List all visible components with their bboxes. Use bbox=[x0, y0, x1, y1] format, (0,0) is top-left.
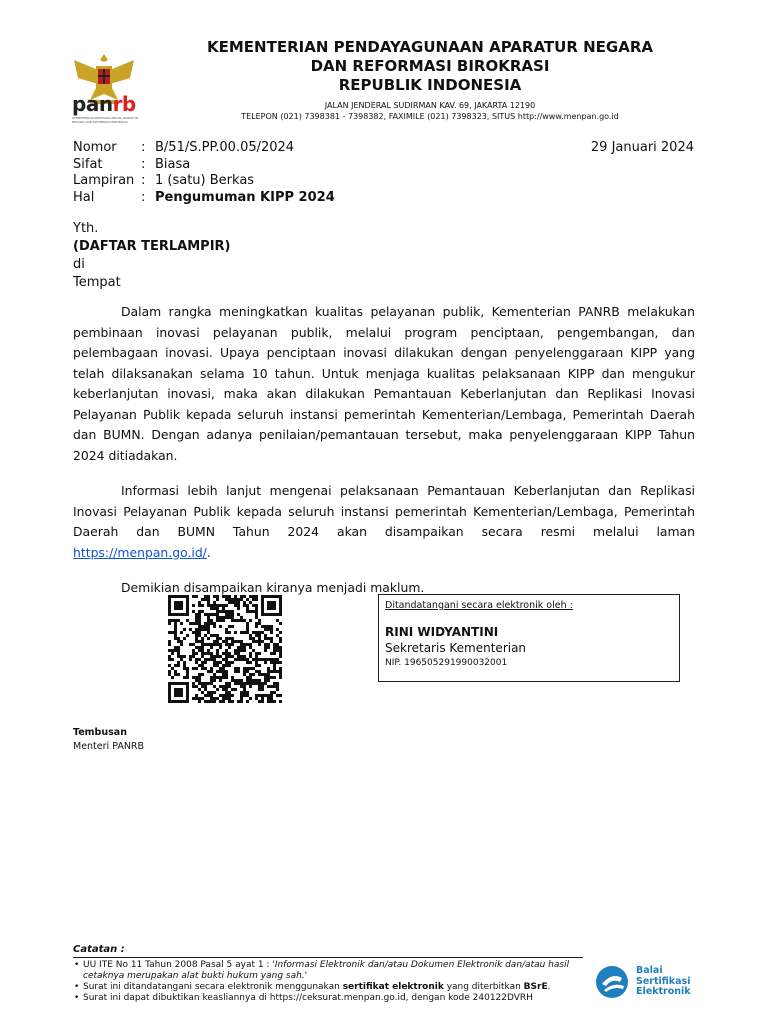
footer-note-1: • UU ITE No 11 Tahun 2008 Pasal 5 ayat 1 : 'Informasi Elektronik dan/atau Dokumen Elektronik dan/atau hasil cetaknya merupakan alat bukti hukum yang sah.' bbox=[73, 960, 593, 982]
paragraph-1: Dalam rangka meningkatkan kualitas pelayanan publik, Kementerian PANRB melakukan pembinaan inovasi pelayanan publik, melalui program penciptaan, pengembangan, dan pelembagaan inovasi. Upaya penciptaan inovasi dilakukan dengan penyelenggaraan KIPP yang telah dilaksanakan selama 10 tahun. Untuk menjaga kualitas pelaksanaan KIPP dan mengukur keberlanjutan inovasi, maka akan dilakukan Pemantauan Keberlanjutan dan Replikasi Inovasi Pelayanan Publik kepada seluruh instansi pemerintah Kementerian/Lembaga, Pemerintah Daerah dan BUMN. Dengan adanya penilaian/pemantauan tersebut, maka penyelenggaraan KIPP Tahun 2024 ditiadakan. bbox=[73, 304, 695, 463]
title-line-2: DAN REFORMASI BIROKRASI bbox=[310, 57, 550, 75]
signature-note: Ditandatangani secara elektronik oleh : bbox=[385, 600, 573, 611]
meta-row-nomor: Nomor : B/51/S.PP.00.05/2024 bbox=[73, 140, 335, 157]
hal-value: Pengumuman KIPP 2024 bbox=[155, 189, 335, 205]
signer-nip: NIP. 196505291990032001 bbox=[385, 658, 508, 668]
sifat-value: Biasa bbox=[155, 156, 191, 172]
meta-row-sifat: Sifat : Biasa bbox=[73, 157, 335, 174]
title-line-1: KEMENTERIAN PENDAYAGUNAAN APARATUR NEGARA bbox=[207, 38, 653, 56]
letterhead-title bbox=[150, 38, 710, 95]
signer-name: RINI WIDYANTINI bbox=[385, 625, 499, 639]
bsre-logo-text: Balai Sertifikasi Elektronik bbox=[636, 965, 691, 997]
lampiran-value: 1 (satu) Berkas bbox=[155, 173, 255, 188]
tembusan-item: Menteri PANRB bbox=[73, 741, 145, 752]
recipient-di: di bbox=[73, 257, 85, 272]
recipient-place: Tempat bbox=[73, 275, 121, 290]
signer-role: Sekretaris Kementerian bbox=[385, 641, 527, 655]
contact-line: TELEPON (021) 7398381 - 7398382, FAXIMILE (021) 7398323, SITUS http://www.menpan.go.id bbox=[241, 112, 619, 121]
letter-date: 29 Januari 2024 bbox=[590, 140, 694, 155]
footer-note-3: • Surat ini dapat dibuktikan keasliannya di https://ceksurat.menpan.go.id, dengan kode 240122DVRH bbox=[73, 993, 593, 1004]
footer-note-2: • Surat ini ditandatangani secara elektronik menggunakan sertifikat elektronik yang diterbitkan BSrE. bbox=[73, 982, 593, 993]
letter-meta bbox=[73, 140, 335, 206]
nomor-value: B/51/S.PP.00.05/2024 bbox=[155, 140, 295, 155]
address-line: JALAN JENDERAL SUDIRMAN KAV. 69, JAKARTA 12190 bbox=[324, 101, 536, 110]
tembusan-block bbox=[73, 726, 144, 754]
logo-subtitle: KEMENTERIAN PENDAYAGUNAAN APARATUR NEGARA DAN REFORMASI BIROKRASI bbox=[72, 116, 138, 124]
letter-body bbox=[73, 302, 695, 614]
tembusan-label: Tembusan bbox=[73, 727, 127, 738]
footer-label: Catatan : bbox=[73, 944, 125, 955]
meta-row-hal: Hal : Pengumuman KIPP 2024 bbox=[73, 189, 335, 205]
meta-row-lampiran: Lampiran : 1 (satu) Berkas bbox=[73, 173, 335, 190]
qr-code-icon bbox=[168, 595, 282, 703]
recipient-name: (DAFTAR TERLAMPIR) bbox=[73, 239, 231, 254]
title-line-3: REPUBLIK INDONESIA bbox=[338, 76, 522, 94]
paragraph-2: Informasi lebih lanjut mengenai pelaksanaan Pemantauan Keberlanjutan dan Replikasi Inovasi Pelayanan Publik kepada seluruh instansi pemerintah Kementerian/Lembaga, Pemerintah Daerah dan BUMN Tahun 2024 akan disampaikan secara resmi melalui laman https://menpan.go.id/. bbox=[73, 483, 695, 560]
menpan-link[interactable]: https://menpan.go.id/ bbox=[73, 544, 207, 560]
recipient-yth: Yth. bbox=[73, 221, 99, 236]
footer-divider bbox=[73, 957, 583, 958]
panrb-logo-text: panrb bbox=[72, 92, 136, 116]
footer-notes bbox=[73, 944, 593, 1004]
recipient-block bbox=[73, 220, 231, 292]
paragraph-3: Demikian disampaikan kiranya menjadi maklum. bbox=[121, 580, 425, 595]
letterhead-address bbox=[150, 100, 710, 122]
e-signature-box bbox=[378, 594, 680, 682]
